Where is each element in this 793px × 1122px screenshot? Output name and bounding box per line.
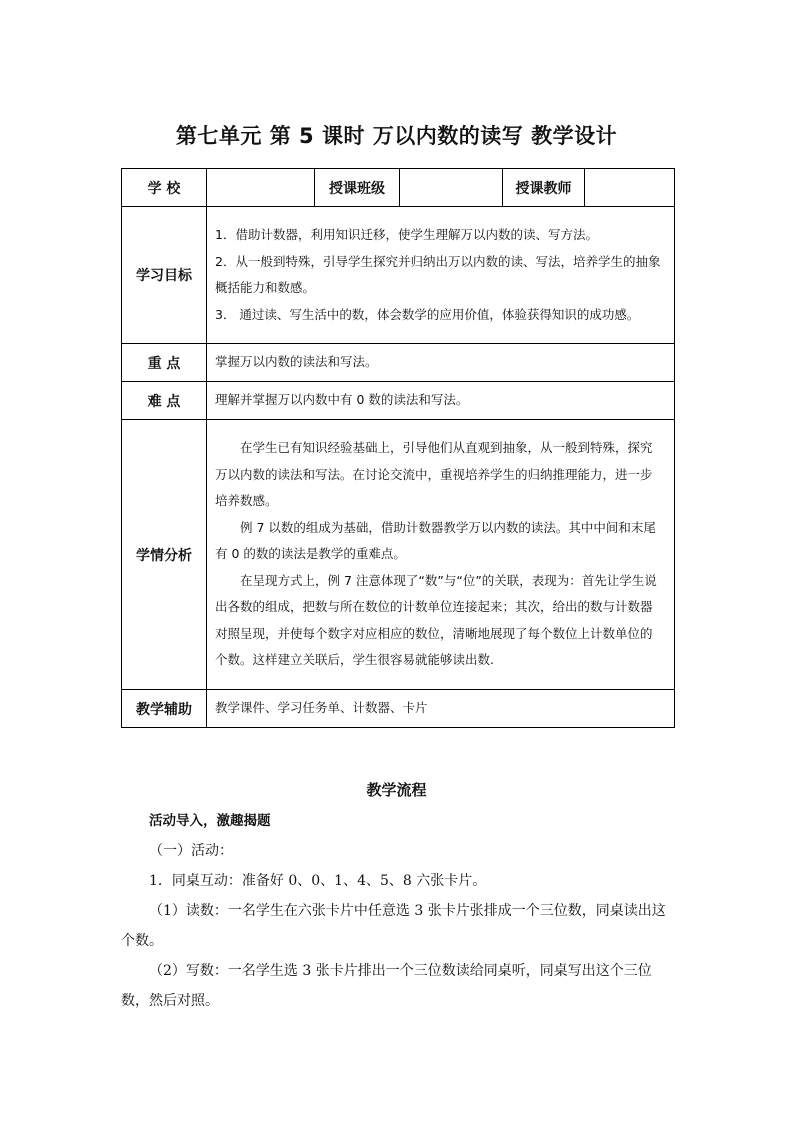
key-row [122, 344, 675, 382]
goals-label: 学习目标 [122, 207, 207, 344]
header-row [122, 169, 675, 207]
difficulty-content: 理解并掌握万以内数中有 0 数的读法和写法。 [207, 382, 675, 420]
page-title: 第七单元 第 5 课时 万以内数的读写 教学设计 [175, 124, 618, 148]
goal-item: 2．从一般到特殊，引导学生探究并归纳出万以内数的读、写法，培养学生的抽象概括能力和数感。 [215, 253, 661, 295]
analysis-row [122, 420, 675, 690]
aids-row [122, 690, 675, 728]
flow-line: （一）活动： [149, 843, 233, 859]
analysis-content [207, 420, 675, 690]
goals-content [207, 207, 675, 344]
flow-section-heading: 活动导入，激趣揭题 [149, 813, 271, 829]
goal-item: 1．借助计数器，利用知识迁移，使学生理解万以内数的读、写方法。 [215, 227, 598, 242]
school-value-cell [207, 169, 315, 207]
flow-title: 教学流程 [366, 781, 427, 799]
analysis-paragraph: 例 7 以数的组成为基础，借助计数器教学万以内数的读法。其中中间和末尾有 0 的数的读法是教学的重难点。 [215, 519, 656, 562]
flow-body [121, 806, 674, 1016]
goals-row [122, 207, 675, 344]
goal-item: 3． 通过读、写生活中的数，体会数学的应用价值，体验获得知识的成功感。 [215, 306, 640, 322]
analysis-paragraph: 在呈现方式上，例 7 注意体现了“数”与“位”的关联，表现为：首先让学生说出各数的组成，把数与所在数位的计数单位连接起来；其次，给出的数与计数器对照呈现，并使每个数字对应相应的数位，清晰地展现了每个数位上计数单位的个数。这样建立关联后，学生很容易就能够读出数. [215, 572, 657, 668]
analysis-paragraph: 在学生已有知识经验基础上，引导他们从直观到抽象，从一般到特殊，探究万以内数的读法和写法。在讨论交流中，重视培养学生的归纳推理能力，进一步培养数感。 [215, 440, 653, 509]
class-value-cell [400, 169, 503, 207]
flow-line: 1．同桌互动：准备好 0、0、1、4、5、8 六张卡片。 [149, 873, 487, 889]
lesson-info-table [121, 168, 675, 728]
flow-line: （1）读数：一名学生在六张卡片中任意选 3 张卡片张排成一个三位数，同桌读出这个数。 [121, 903, 666, 949]
teacher-label: 授课教师 [503, 169, 585, 207]
difficulty-row [122, 382, 675, 420]
aids-content: 教学课件、学习任务单、计数器、卡片 [207, 690, 675, 728]
analysis-label: 学情分析 [122, 420, 207, 690]
key-content: 掌握万以内数的读法和写法。 [207, 344, 675, 382]
aids-label: 教学辅助 [122, 690, 207, 728]
key-label: 重 点 [122, 344, 207, 382]
teacher-value-cell [585, 169, 675, 207]
flow-line: （2）写数：一名学生选 3 张卡片排出一个三位数读给同桌听，同桌写出这个三位数，然后对照。 [121, 963, 652, 1009]
class-label: 授课班级 [315, 169, 400, 207]
school-label: 学 校 [122, 169, 207, 207]
difficulty-label: 难 点 [122, 382, 207, 420]
